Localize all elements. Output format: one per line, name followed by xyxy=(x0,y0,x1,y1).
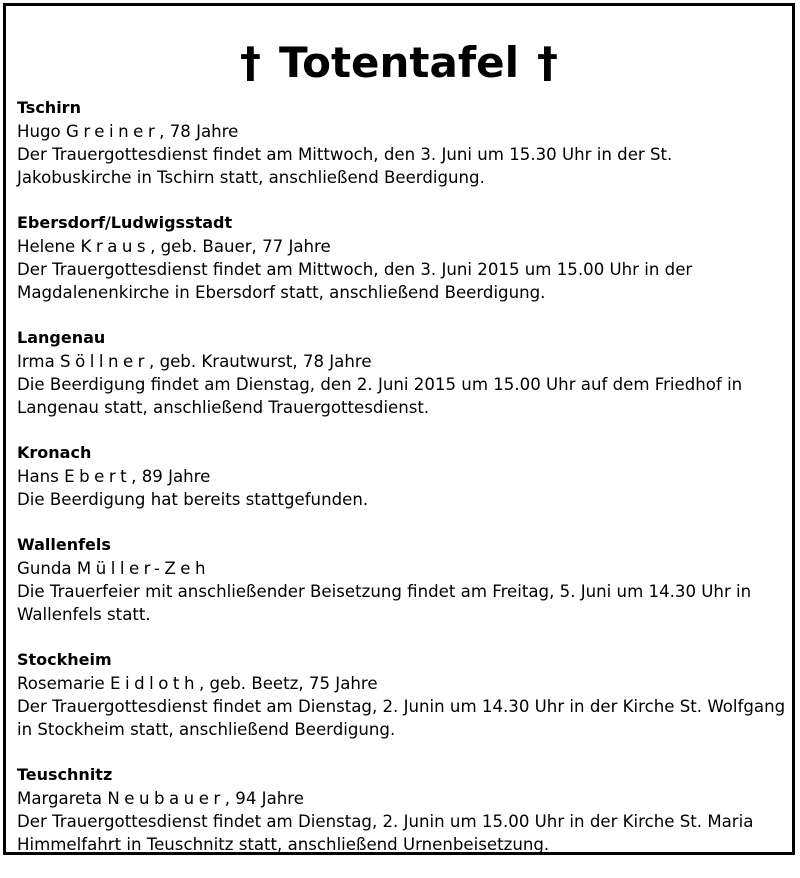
entry-suffix: , 78 Jahre xyxy=(159,122,239,141)
cross-right-icon: † xyxy=(536,38,558,87)
entry-surname: Ebert xyxy=(64,467,132,486)
entry-text: Die Beerdigung findet am Dienstag, den 2. Juni 2015 um 15.00 Uhr auf dem Friedhof in Langenau statt, anschließend Trauergottesdienst. xyxy=(17,375,743,417)
entry-suffix: , geb. Bauer, 77 Jahre xyxy=(150,237,331,256)
entry-first-name: Margareta xyxy=(17,789,103,808)
entry-suffix: , geb. Krautwurst, 78 Jahre xyxy=(149,352,372,371)
entry-suffix: , geb. Beetz, 75 Jahre xyxy=(198,674,378,693)
entry-place: Wallenfels xyxy=(17,535,111,554)
title-text: Totentafel xyxy=(279,38,519,87)
entry-place: Kronach xyxy=(17,443,92,462)
entry-text: Der Trauergottesdienst findet am Mittwoch, den 3. Juni um 15.30 Uhr in der St. Jakobuskirche in Tschirn statt, anschließend Beerdigung. xyxy=(17,145,673,187)
obituary-entry xyxy=(17,441,787,511)
entry-person xyxy=(17,557,787,580)
entry-place: Ebersdorf/Ludwigsstadt xyxy=(17,213,233,232)
obituary-entry xyxy=(17,763,787,856)
entry-first-name: Helene xyxy=(17,237,76,256)
page-title xyxy=(6,36,792,90)
entry-person xyxy=(17,787,787,810)
obituary-entry xyxy=(17,326,787,419)
entry-suffix: , 94 Jahre xyxy=(224,789,304,808)
obituary-entry xyxy=(17,648,787,741)
entry-place: Langenau xyxy=(17,328,106,347)
entry-first-name: Irma xyxy=(17,352,55,371)
obituary-entry xyxy=(17,533,787,626)
entry-text: Der Trauergottesdienst findet am Dienstag, 2. Junin um 15.00 Uhr in der Kirche St. Maria Himmelfahrt in Teuschnitz statt, anschließend Urnenbeisetzung. xyxy=(17,812,754,854)
entry-place: Teuschnitz xyxy=(17,765,113,784)
entry-first-name: Gunda xyxy=(17,559,72,578)
entry-suffix: , 89 Jahre xyxy=(131,467,211,486)
entry-text: Die Beerdigung hat bereits stattgefunden. xyxy=(17,490,369,509)
entry-first-name: Hugo xyxy=(17,122,61,141)
obituary-entry xyxy=(17,96,787,189)
entry-person xyxy=(17,235,787,258)
entry-surname: Eidloth xyxy=(110,674,199,693)
notice-frame xyxy=(3,3,795,855)
entry-first-name: Hans xyxy=(17,467,59,486)
entry-surname: Söllner xyxy=(60,352,150,371)
entry-surname: Kraus xyxy=(80,237,151,256)
entry-place: Stockheim xyxy=(17,650,112,669)
entry-person xyxy=(17,672,787,695)
obituary-entry xyxy=(17,211,787,304)
entry-first-name: Rosemarie xyxy=(17,674,105,693)
obituary-list xyxy=(17,96,787,878)
cross-left-icon: † xyxy=(240,38,262,87)
entry-person xyxy=(17,120,787,143)
entry-text: Die Trauerfeier mit anschließender Beisetzung findet am Freitag, 5. Juni um 14.30 Uhr in Wallenfels statt. xyxy=(17,582,752,624)
entry-person xyxy=(17,350,787,373)
entry-surname: Neubauer xyxy=(107,789,225,808)
entry-surname: Greiner xyxy=(65,122,160,141)
entry-text: Der Trauergottesdienst findet am Mittwoch, den 3. Juni 2015 um 15.00 Uhr in der Magdalenenkirche in Ebersdorf statt, anschließend Beerdigung. xyxy=(17,260,693,302)
entry-text: Der Trauergottesdienst findet am Dienstag, 2. Junin um 14.30 Uhr in der Kirche St. Wolfgang in Stockheim statt, anschließend Beerdigung. xyxy=(17,697,786,739)
entry-person xyxy=(17,465,787,488)
entry-surname: Müller-Zeh xyxy=(76,559,210,578)
entry-place: Tschirn xyxy=(17,98,81,117)
